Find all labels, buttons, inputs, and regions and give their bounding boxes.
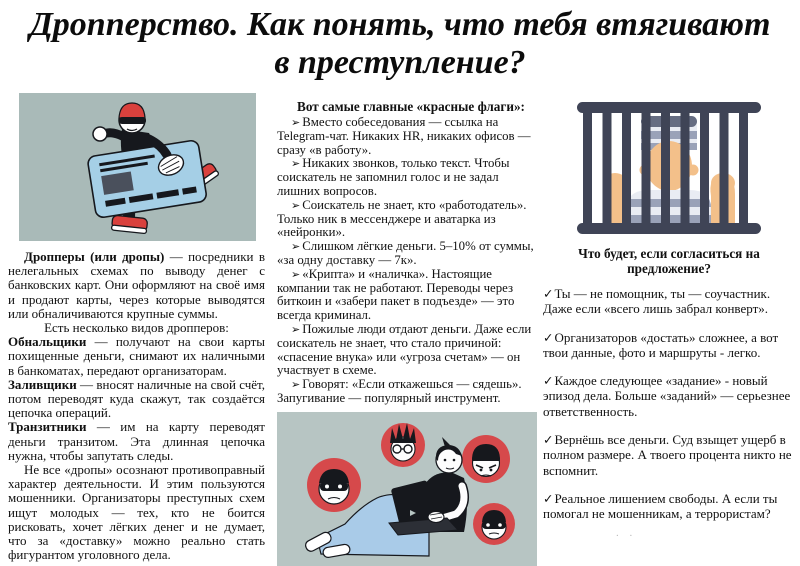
red-flag-text: Никаких звонков, только текст. Чтобы соискатель не запомнил голос и не задал лишних вопросов. — [277, 156, 510, 198]
type-term: Заливщики — [8, 376, 77, 392]
page-title-line1: Дропперство. Как понять, что тебя втягивают — [29, 6, 771, 43]
arrow-bullet-icon: ➢ — [291, 157, 301, 171]
red-flag-item — [277, 199, 545, 240]
consequence-text: Организаторов «достать» сложнее, а вот твои данные, фото и маршруты - легко. — [543, 329, 779, 360]
type-tranzitniki — [8, 420, 265, 463]
red-flag-item — [277, 268, 545, 323]
red-flag-text: Слишком лёгкие деньги. 5–10% от суммы, «за одну доставку — 7к». — [277, 239, 534, 267]
consequence-item — [543, 491, 795, 522]
red-flag-item — [277, 157, 545, 198]
consequence-text: Ты — не помощник, ты — соучастник. Даже если «всего лишь забрал конверт». — [543, 286, 771, 317]
type-obnalshchiki — [8, 335, 265, 378]
arrow-bullet-icon: ➢ — [291, 116, 301, 129]
scammers-around-laptop-icon — [277, 412, 537, 566]
faint-page-marks: . . — [616, 527, 637, 539]
page-title-line2: в преступление? — [274, 44, 526, 81]
prisoner-behind-bars-icon — [577, 102, 761, 234]
red-flags-heading: Вот самые главные «красные флаги»: — [297, 99, 525, 114]
red-flag-item — [277, 240, 545, 268]
scammers-illustration — [277, 412, 537, 566]
red-flag-item — [277, 378, 545, 406]
intro-paragraph — [8, 250, 265, 321]
arrow-bullet-icon: ➢ — [291, 198, 301, 212]
middle-column — [277, 99, 545, 566]
arrow-bullet-icon: ➢ — [291, 378, 301, 392]
red-flag-text: Вместо собеседования — ссылка на Telegram-чат. Никаких HR, никаких офисов — сразу «в работу». — [277, 115, 531, 157]
outro-paragraph: Не все «дропы» осознают противоправный характер деятельности. И этим пользуются мошенники. Организаторы преступных схем ищут молодых — тех, кто не боится рисковать, хочет лёгких денег и не думает, что за «доставку» можно реально стать фигурантом уголовного дела. — [8, 462, 265, 563]
intro-lead: Дропперы (или дропы) — [24, 249, 165, 264]
right-column — [543, 96, 795, 535]
red-flag-item — [277, 323, 545, 378]
check-icon: ✓ — [543, 490, 554, 506]
red-flag-text: «Крипта» и «наличка». Настоящие компании так не работают. Переводы через биткоин и «забери пакет в подъезде» — это всегда криминал. — [277, 266, 515, 323]
arrow-bullet-icon: ➢ — [291, 240, 301, 254]
red-flag-text: Пожилые люди отдают деньги. Даже если соискатель не знает, что стало причиной: «спасение внука» или «угроза счетам» — он участвует в схеме. — [277, 321, 532, 378]
consequence-text: Реальное лишением свободы. А если ты помогал не мошенникам, а террористам? — [543, 490, 778, 522]
left-column — [8, 93, 265, 562]
page-title — [0, 6, 800, 82]
red-flag-item — [277, 116, 545, 157]
consequence-text: Каждое следующее «задание» - новый эпизод дела. Больше «заданий» — серьезнее ответственность. — [543, 373, 791, 419]
type-rest: — им на карту переводят деньги транзитом. Эта длинная цепочка нужна, чтобы запутать следы. — [8, 419, 265, 463]
type-rest: — получают на свои карты похищенные деньги, снимают их наличными в банкоматах, передают организаторам. — [8, 334, 265, 378]
dropper-definition-text — [8, 250, 265, 562]
running-thief-icon — [19, 93, 256, 241]
arrow-bullet-icon: ➢ — [291, 322, 301, 336]
consequence-item — [543, 286, 795, 317]
prisoner-behind-bars-illustration — [577, 102, 761, 234]
type-rest: — вносят наличные на свой счёт, потом переводят куда скажут, так создаётся цепочка операций. — [8, 376, 265, 421]
type-zalivshchiki — [8, 378, 265, 421]
red-flag-text: Соискатель не знает, кто «работодатель». Только ник в мессенджере и аватарка из «нейронки». — [277, 197, 527, 240]
check-icon: ✓ — [543, 286, 554, 301]
running-thief-illustration — [19, 93, 256, 241]
consequence-item — [543, 373, 795, 419]
check-icon: ✓ — [543, 329, 554, 345]
consequence-text: Вернёшь все деньги. Суд взыщет ущерб в полном размере. А твоего процента никто не вспомнит. — [543, 432, 792, 478]
check-icon: ✓ — [543, 432, 554, 448]
intro-rest: — посредники в нелегальных схемах по выводу денег с банковских карт. Они оформляют на своё имя и продают карты, через которые выводятся или обналичиваются крупные суммы. — [8, 249, 265, 321]
check-icon: ✓ — [543, 373, 554, 389]
consequence-item — [543, 330, 795, 361]
consequences-heading: Что будет, если согласиться на предложение? — [578, 246, 760, 276]
type-term: Обнальщики — [8, 334, 87, 350]
types-heading: Есть несколько видов дропперов: — [44, 320, 229, 336]
red-flag-text: Говорят: «Если откажешься — сядешь». Запугивание — популярный инструмент. — [277, 377, 522, 405]
type-term: Транзитники — [8, 419, 87, 435]
consequence-item — [543, 432, 795, 478]
arrow-bullet-icon: ➢ — [291, 267, 301, 281]
